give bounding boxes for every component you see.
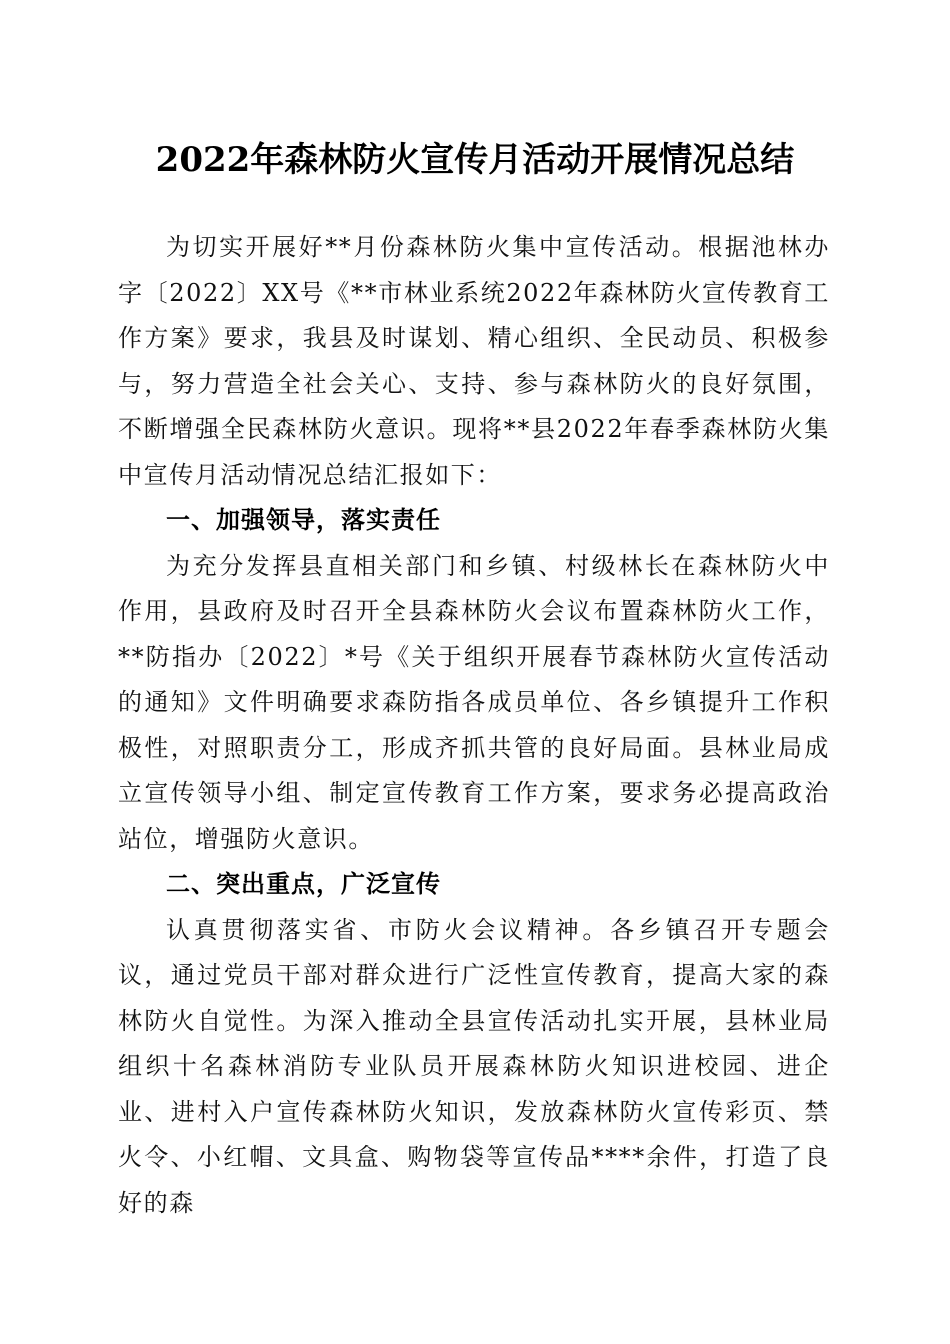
section-heading-2: 二、突出重点，广泛宣传 bbox=[166, 870, 441, 898]
section-heading-1: 一、加强领导，落实责任 bbox=[166, 506, 441, 534]
document-title: 2022年森林防火宣传月活动开展情况总结 bbox=[155, 140, 795, 180]
section-paragraph-1: 为充分发挥县直相关部门和乡镇、村级林长在森林防火中作用，县政府及时召开全县森林防火会议布置森林防火工作，**防指办〔2022〕*号《关于组织开展春节森林防火宣传活动的通知》文件明确要求森防指各成员单位、各乡镇提升工作积极性，对照职责分工，形成齐抓共管的良好局面。县林业局成立宣传领导小组、制定宣传教育工作方案，要求务必提高政治站位，增强防火意识。 bbox=[118, 551, 830, 853]
section-paragraph-2: 认真贯彻落实省、市防火会议精神。各乡镇召开专题会议，通过党员干部对群众进行广泛性宣传教育，提高大家的森林防火自觉性。为深入推动全县宣传活动扎实开展，县林业局组织十名森林消防专业队员开展森林防火知识进校园、进企业、进村入户宣传森林防火知识，发放森林防火宣传彩页、禁火令、小红帽、文具盒、购物袋等宣传品****余件，打造了良好的森 bbox=[118, 915, 830, 1217]
document-body bbox=[118, 225, 830, 1226]
intro-paragraph: 为切实开展好**月份森林防火集中宣传活动。根据池林办字〔2022〕XX号《**市林业系统2022年森林防火宣传教育工作方案》要求，我县及时谋划、精心组织、全民动员、积极参与，努力营造全社会关心、支持、参与森林防火的良好氛围，不断增强全民森林防火意识。现将**县2022年春季森林防火集中宣传月活动情况总结汇报如下： bbox=[118, 233, 830, 489]
